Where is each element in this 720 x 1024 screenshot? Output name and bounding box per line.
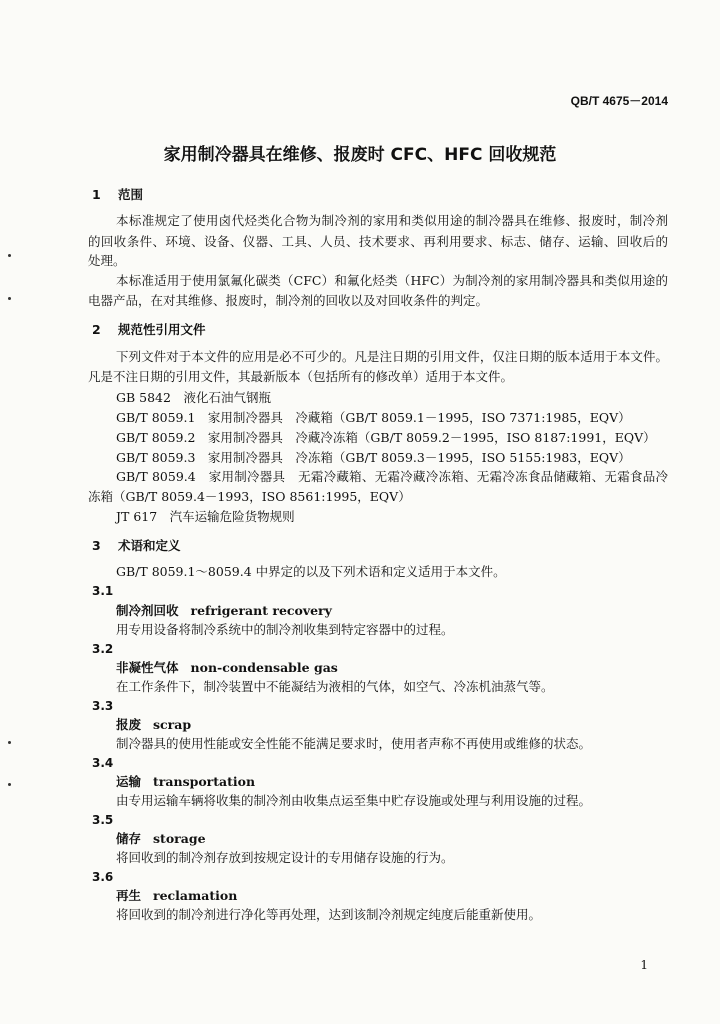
section-2-heading: 2 规范性引用文件 — [92, 322, 206, 337]
sec1-p2-line2: 电器产品，在对其维修、报废时，制冷剂的回收以及对回收条件的判定。 — [88, 293, 489, 308]
scan-speck — [8, 741, 11, 744]
ref-gbt8059-4-line2: 冻箱（GB/T 8059.4－1993，ISO 8561:1995，EQV） — [88, 489, 411, 504]
sec1-p1-line3: 处理。 — [88, 253, 126, 268]
sec1-p2-line1: 本标准适用于使用氯氟化碳类（CFC）和氟化烃类（HFC）为制冷剂的家用制冷器具和类似用途的 — [116, 273, 668, 288]
document-title: 家用制冷器具在维修、报废时 CFC、HFC 回收规范 — [163, 145, 557, 165]
section-3-heading: 3 术语和定义 — [92, 538, 181, 553]
scan-speck — [8, 783, 11, 786]
term-3-5-number: 3.5 — [92, 813, 114, 827]
ref-gbt8059-1: GB/T 8059.1 家用制冷器具 冷藏箱（GB/T 8059.1－1995，ISO 7371:1985，EQV） — [116, 410, 631, 425]
scan-speck — [8, 254, 11, 257]
section-1-heading: 1 范围 — [92, 187, 144, 202]
term-3-1-number: 3.1 — [92, 584, 114, 598]
ref-gbt8059-2: GB/T 8059.2 家用制冷器具 冷藏冷冻箱（GB/T 8059.2－1995，ISO 8187:1991，EQV） — [116, 430, 656, 445]
term-3-3-number: 3.3 — [92, 699, 114, 713]
term-3-2-number: 3.2 — [92, 642, 114, 656]
sec1-p1-line2: 的回收条件、环境、设备、仪器、工具、人员、技术要求、再利用要求、标志、储存、运输、回收后的 — [88, 234, 668, 249]
ref-gb5842: GB 5842 液化石油气钢瓶 — [116, 390, 271, 405]
sec1-p1-line1: 本标准规定了使用卤代烃类化合物为制冷剂的家用和类似用途的制冷器具在维修、报废时，制冷剂 — [116, 213, 668, 228]
sec2-p1-line1: 下列文件对于本文件的应用是必不可少的。凡是注日期的引用文件，仅注日期的版本适用于本文件。 — [116, 349, 668, 364]
term-3-3-definition: 制冷器具的使用性能或安全性能不能满足要求时，使用者声称不再使用或维修的状态。 — [116, 736, 592, 751]
standard-code: QB/T 4675－2014 — [570, 94, 668, 108]
term-3-3-title: 报废 scrap — [116, 717, 192, 732]
term-3-4-title: 运输 transportation — [116, 774, 256, 789]
term-3-5-title: 储存 storage — [116, 831, 206, 846]
ref-gbt8059-4-line1: GB/T 8059.4 家用制冷器具 无霜冷藏箱、无霜冷藏冷冻箱、无霜冷冻食品储藏箱、无霜食品冷 — [116, 469, 668, 484]
sec2-p1-line2: 凡是不注日期的引用文件，其最新版本（包括所有的修改单）适用于本文件。 — [88, 369, 514, 384]
term-3-4-definition: 由专用运输车辆将收集的制冷剂由收集点运至集中贮存设施或处理与利用设施的过程。 — [116, 793, 592, 808]
term-3-2-title: 非凝性气体 non-condensable gas — [116, 660, 338, 675]
term-3-2-definition: 在工作条件下，制冷装置中不能凝结为液相的气体，如空气、冷冻机油蒸气等。 — [116, 679, 554, 694]
term-3-5-definition: 将回收到的制冷剂存放到按规定设计的专用储存设施的行为。 — [116, 850, 454, 865]
term-3-1-definition: 用专用设备将制冷系统中的制冷剂收集到特定容器中的过程。 — [116, 622, 454, 637]
term-3-6-title: 再生 reclamation — [116, 888, 238, 903]
term-3-6-number: 3.6 — [92, 870, 114, 884]
ref-jt617: JT 617 汽车运输危险货物规则 — [116, 509, 295, 524]
scan-speck — [8, 297, 11, 300]
ref-gbt8059-3: GB/T 8059.3 家用制冷器具 冷冻箱（GB/T 8059.3－1995，ISO 5155:1983，EQV） — [116, 450, 631, 465]
term-3-6-definition: 将回收到的制冷剂进行净化等再处理，达到该制冷剂规定纯度后能重新使用。 — [116, 907, 542, 922]
term-3-4-number: 3.4 — [92, 756, 114, 770]
page-number: 1 — [640, 958, 648, 972]
sec3-intro: GB/T 8059.1～8059.4 中界定的以及下列术语和定义适用于本文件。 — [116, 564, 506, 579]
term-3-1-title: 制冷剂回收 refrigerant recovery — [116, 603, 332, 618]
